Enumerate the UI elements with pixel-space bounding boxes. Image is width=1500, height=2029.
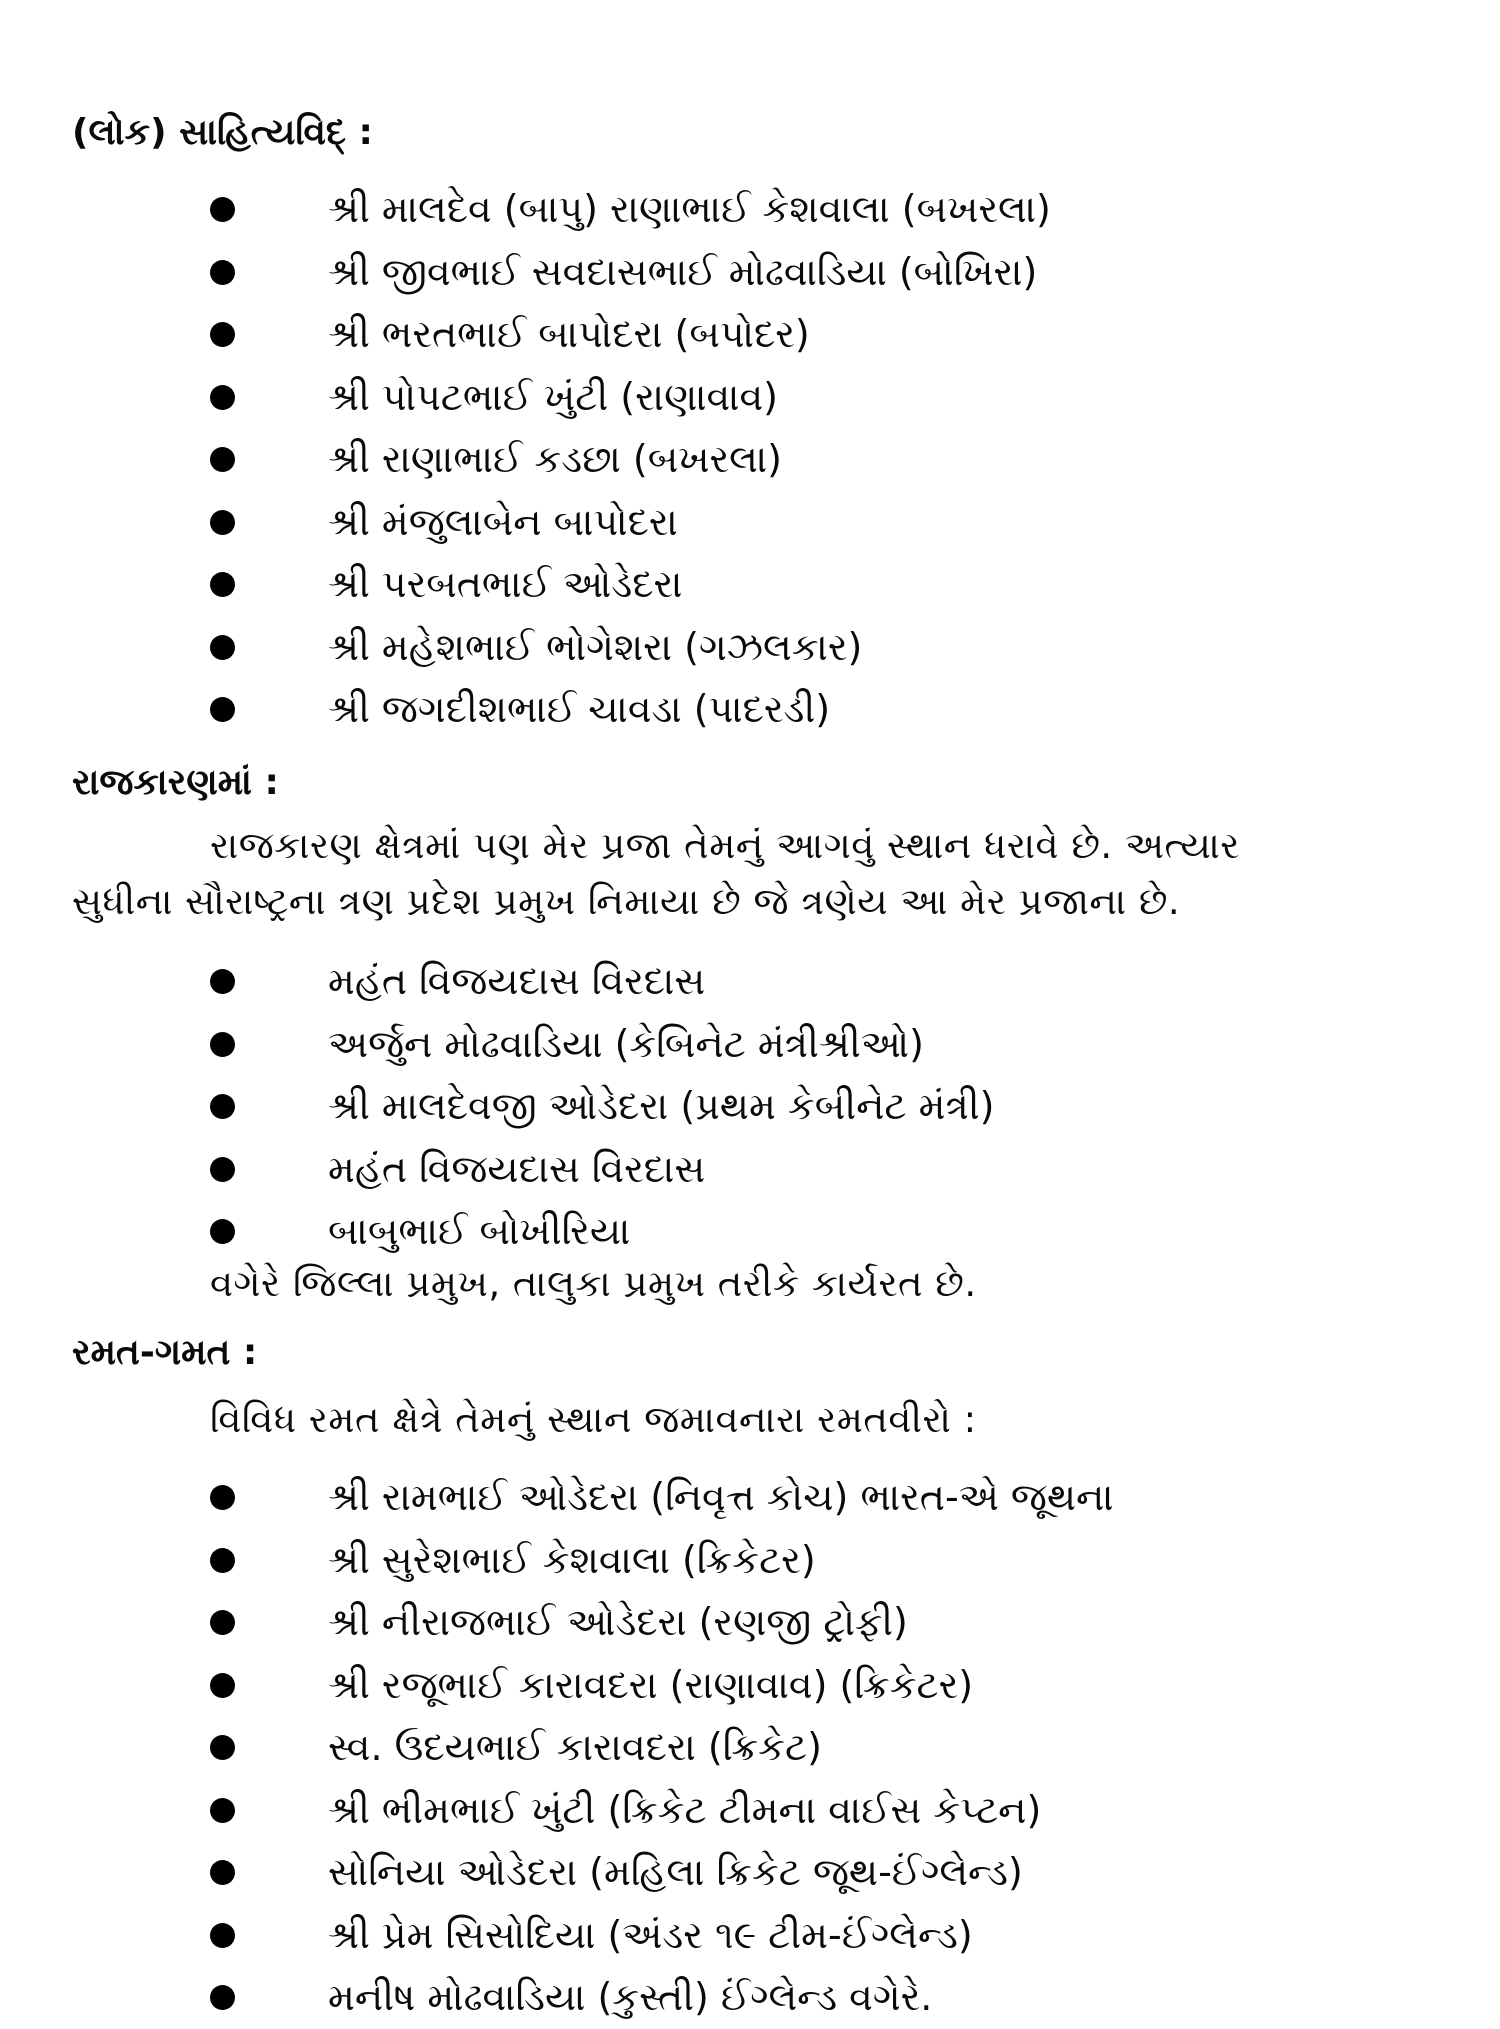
list-item [210, 1904, 1114, 1967]
list-item [210, 366, 1051, 429]
bullet-icon [210, 1860, 235, 1885]
list-item-text: અર્જુન મોઢવાડિયા (કેબિનેટ મંત્રીશ્રીઓ) [328, 1021, 924, 1066]
bullet-icon [210, 1798, 235, 1823]
list-ramat [210, 1466, 1114, 2029]
list-item-text: બાબુભાઈ બોખીરિયા [328, 1209, 631, 1253]
bullet-icon [210, 1485, 235, 1510]
list-sahitya [210, 178, 1051, 741]
paragraph-line: વગેરે જિલ્લા પ્રમુખ, તાલુકા પ્રમુખ તરીકે કાર્યરત છે. [210, 1262, 977, 1305]
paragraph-line: રાજકારણ ક્ષેત્રમાં પણ મેર પ્રજા તેમનું આગવું સ્થાન ધરાવે છે. અત્યાર [210, 824, 1240, 867]
list-item [210, 1716, 1114, 1779]
list-item [210, 1654, 1114, 1717]
paragraph-line: સુધીના સૌરાષ્ટ્રના ત્રણ પ્રદેશ પ્રમુખ નિમાયા છે જે ત્રણેય આ મેર પ્રજાના છે. [72, 880, 1181, 923]
list-item [210, 1591, 1114, 1654]
list-item [210, 1841, 1114, 1904]
list-item [210, 1529, 1114, 1592]
list-item-text: શ્રી મંજુલાબેન બાપોદરા [328, 499, 678, 544]
section-heading-sahitya: (લોક) સાહિત્યવિદ્ : [72, 112, 373, 153]
list-item [210, 1075, 994, 1138]
list-item [210, 553, 1051, 616]
list-item-text: શ્રી મહેશભાઈ ભોગેશરા (ગઝલકાર) [328, 624, 863, 669]
bullet-icon [210, 1032, 235, 1057]
bullet-icon [210, 197, 235, 222]
bullet-icon [210, 1157, 235, 1182]
list-item-text: શ્રી જગદીશભાઈ ચાવડા (પાદરડી) [328, 687, 831, 731]
list-item-text: મહંત વિજયદાસ વિરદાસ [328, 959, 706, 1003]
bullet-icon [210, 1610, 235, 1635]
list-item-text: શ્રી ભરતભાઈ બાપોદરા (બપોદર) [328, 312, 810, 356]
bullet-icon [210, 385, 235, 410]
list-item-text: શ્રી માલદેવ (બાપુ) રાણાભાઈ કેશવાલા (બખરલા) [328, 187, 1051, 231]
bullet-icon [210, 635, 235, 660]
list-item-text: મહંત વિજયદાસ વિરદાસ [328, 1146, 706, 1191]
list-item-text: શ્રી રજૂભાઈ કારાવદરા (રાણાવાવ) (ક્રિકેટર) [328, 1662, 974, 1707]
section-heading-ramat: રમત-ગમત : [72, 1332, 258, 1373]
bullet-icon [210, 572, 235, 597]
list-item-text: મનીષ મોઢવાડિયા (કુસ્તી) ઈંગ્લેન્ડ વગેરે. [328, 1975, 933, 2019]
bullet-icon [210, 969, 235, 994]
bullet-icon [210, 1985, 235, 2010]
list-item [210, 1779, 1114, 1842]
list-item [210, 950, 994, 1013]
section-heading-rajkaran: રાજકારણમાં : [72, 762, 279, 803]
list-item [210, 1138, 994, 1201]
list-item-text: શ્રી નીરાજભાઈ ઓડેદરા (રણજી ટ્રોફી) [328, 1600, 908, 1644]
list-item-text: શ્રી રામભાઈ ઓડેદરા (નિવૃત્ત કોચ) ભારત-એ જૂથના [328, 1475, 1114, 1519]
bullet-icon [210, 260, 235, 285]
list-item [210, 678, 1051, 741]
list-item [210, 1200, 994, 1263]
bullet-icon [210, 1735, 235, 1760]
list-item [210, 1966, 1114, 2029]
list-item [210, 303, 1051, 366]
list-item [210, 428, 1051, 491]
bullet-icon [210, 1219, 235, 1244]
bullet-icon [210, 322, 235, 347]
bullet-icon [210, 1548, 235, 1573]
list-item-text: શ્રી જીવભાઈ સવદાસભાઈ મોઢવાડિયા (બોખિરા) [328, 249, 1038, 294]
bullet-icon [210, 697, 235, 722]
bullet-icon [210, 510, 235, 535]
list-item [210, 616, 1051, 679]
list-item-text: સ્વ. ઉદયભાઈ કારાવદરા (ક્રિકેટ) [328, 1725, 822, 1769]
bullet-icon [210, 1923, 235, 1948]
list-item [210, 178, 1051, 241]
list-item-text: શ્રી પરબતભાઈ ઓડેદરા [328, 562, 683, 606]
list-item [210, 241, 1051, 304]
paragraph-line: વિવિધ રમત ક્ષેત્રે તેમનું સ્થાન જમાવનારા રમતવીરો : [210, 1398, 977, 1441]
bullet-icon [210, 1094, 235, 1119]
list-item [210, 491, 1051, 554]
bullet-icon [210, 447, 235, 472]
list-item [210, 1013, 994, 1076]
list-item-text: સોનિયા ઓડેદરા (મહિલા ક્રિકેટ જૂથ-ઈંગ્લેન્ડ) [328, 1850, 1023, 1894]
list-item-text: શ્રી રાણાભાઈ કડછા (બખરલા) [328, 437, 782, 481]
bullet-icon [210, 1673, 235, 1698]
list-item-text: શ્રી પોપટભાઈ ખુંટી (રાણાવાવ) [328, 374, 778, 419]
list-rajkaran [210, 950, 994, 1263]
list-item [210, 1466, 1114, 1529]
list-item-text: શ્રી માલદેવજી ઓડેદરા (પ્રથમ કેબીનેટ મંત્રી) [328, 1084, 995, 1128]
list-item-text: શ્રી સુરેશભાઈ કેશવાલા (ક્રિકેટર) [328, 1537, 816, 1582]
list-item-text: શ્રી ભીમભાઈ ખુંટી (ક્રિકેટ ટીમના વાઈસ કેપ્ટન) [328, 1787, 1042, 1832]
list-item-text: શ્રી પ્રેમ સિસોદિયા (અંડર ૧૯ ટીમ-ઈંગ્લેન્ડ) [328, 1912, 973, 1957]
